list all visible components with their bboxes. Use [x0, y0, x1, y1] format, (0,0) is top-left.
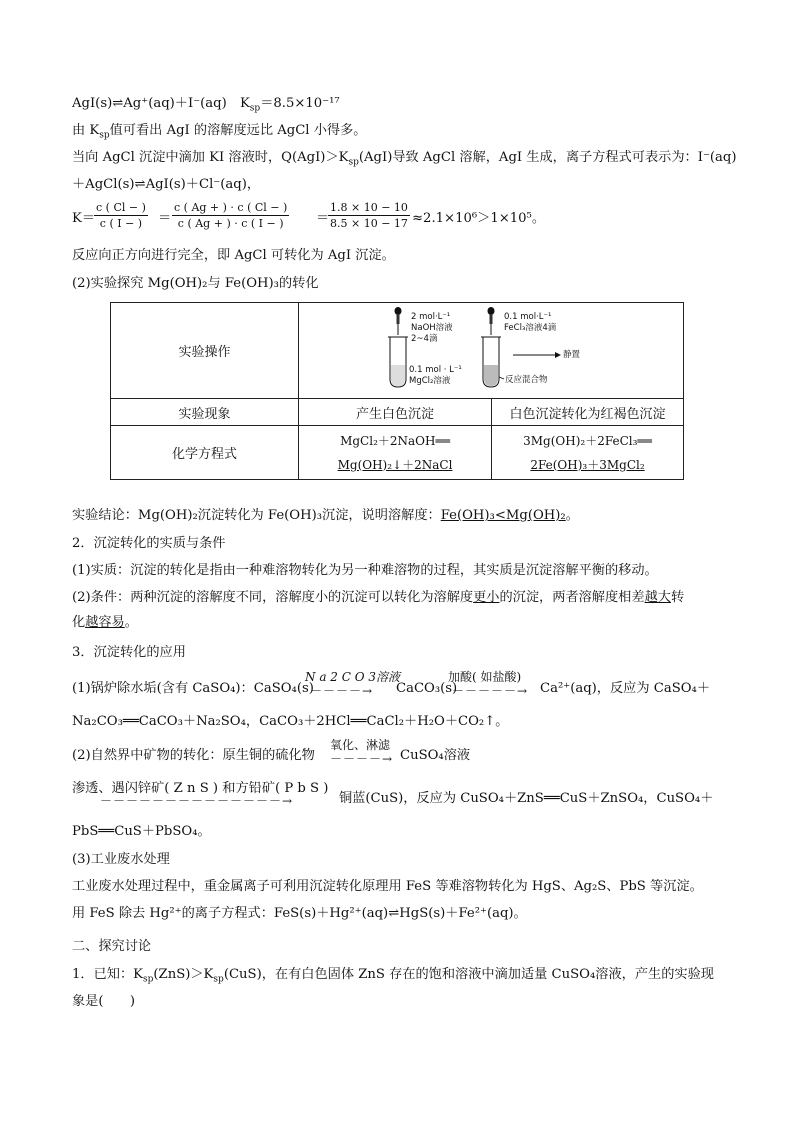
covellite-text: 铜蓝(CuS)，反应为 CuSO₄＋ZnS══CuS＋ZnSO₄，CuSO₄＋: [339, 791, 714, 806]
pbs-equation: PbS══CuS＋PbSO₄。: [72, 824, 211, 839]
row-label-phenomenon: 实验现象: [111, 399, 299, 426]
arrow-na2co3: －－－－→: [310, 684, 374, 698]
solubility-comparison: 由 $K_{sp}$值可看出 AgI 的溶解度远比 AgCl 小得多。: [72, 123, 367, 141]
cuso4-solution: CuSO₄溶液: [400, 748, 471, 763]
section-heading-3: 3．沉淀转化的应用: [72, 645, 186, 660]
boiler-equations: Na₂CO₃══CaCO₃＋Na₂SO₄，CaCO₃＋2HCl══CaCl₂＋H₂O＋CO₂↑。: [72, 714, 509, 729]
conversion-explanation: 当向 AgCl 沉淀中滴加 KI 溶液时，$Q(AgI)>K_{sp}(AgI)$导致 AgCl 溶解，AgI 生成，离子方程式可表示为：I⁻(aq): [72, 150, 737, 168]
ore-conversion-text: 渗透、遇闪锌矿( Z n S ) 和方铅矿( P b S ): [72, 781, 329, 796]
reagent1-drops: 2~4滴: [411, 334, 438, 344]
question-1: 1．已知：$K_{sp}(ZnS)>K_{sp}(CuS)$，在有白色固体 ZnS 存在的饱和溶液中滴加适量 CuSO₄溶液，产生的实验现: [72, 967, 714, 985]
arrow-label-na2co3: N a 2 C O 3溶液: [305, 670, 401, 684]
phenomenon-1: 产生白色沉淀: [299, 399, 492, 426]
discussion-heading: 二、探究讨论: [72, 939, 152, 954]
fes-equation: 用 FeS 除去 Hg²⁺的离子方程式：FeS(s)＋Hg²⁺(aq)⇌HgS(s)＋Fe²⁺(aq)。: [72, 906, 527, 921]
phenomenon-2: 白色沉淀转化为红褐色沉淀: [492, 399, 684, 426]
row-label-operation: 实验操作: [111, 303, 299, 399]
k-result: ≈2.1×10⁶＞1×10⁵。: [412, 211, 546, 226]
wastewater-paragraph: 工业废水处理过程中，重金属离子可利用沉淀转化原理用 FeS 等难溶物转化为 HgS、Ag₂S、PbS 等沉淀。: [72, 879, 703, 894]
essence-paragraph: (1)实质：沉淀的转化是指由一种难溶物转化为另一种难溶物的过程，其实质是沉淀溶解平衡的移动。: [72, 563, 658, 578]
reaction-complete-text: 反应向正方向进行完全，即 AgCl 可转化为 AgI 沉淀。: [72, 248, 395, 263]
ionic-equation: ＋AgCl(s)⇌AgI(s)＋Cl⁻(aq)，: [72, 177, 261, 192]
tube-concentration: 0.1 mol · L⁻¹: [409, 365, 462, 375]
test-tube-diagram: [299, 303, 683, 398]
ca-ion-text: Ca²⁺(aq)，反应为 CaSO₄＋: [540, 681, 711, 696]
equation-1: MgCl₂＋2NaOH══ Mg(OH)₂↓＋2NaCl: [299, 426, 492, 480]
arrow-label-acid: 加酸( 如盐酸): [448, 670, 522, 684]
ksp-agi-equation: AgI(s)⇌Ag⁺(aq)＋I⁻(aq) $K_{sp}=8.5\times 10^{-17}$: [72, 96, 340, 114]
table-row: [111, 426, 684, 480]
fraction-cl-over-i: $\frac{c ( Cl - )}{c ( I - )}$: [96, 201, 146, 230]
wastewater-heading: (3)工业废水处理: [72, 852, 170, 867]
arrow-acid: －－－－－→: [452, 684, 529, 698]
equation-2: 3Mg(OH)₂＋2FeCl₃══ 2Fe(OH)₃＋3MgCl₂: [492, 426, 684, 480]
boiler-scale-text: (1)锅炉除水垢(含有 CaSO₄)：CaSO₄(s): [72, 681, 314, 696]
arrow-oxidation: －－－－→: [330, 752, 394, 766]
standing-label: 静置: [563, 350, 581, 360]
reagent1-name: NaOH溶液: [411, 323, 453, 333]
condition-paragraph: (2)条件：两种沉淀的溶解度不同，溶解度小的沉淀可以转化为溶解度更小的沉淀，两者溶解度相差越大转: [72, 590, 685, 605]
table-row: [111, 303, 684, 399]
experiment-heading: (2)实验探究 Mg(OH)₂与 Fe(OH)₃的转化: [72, 276, 319, 291]
equals-sign-2: ＝: [316, 211, 330, 226]
reagent2-concentration: 0.1 mol·L⁻¹: [504, 312, 552, 322]
question-1-cont: 象是( ): [72, 994, 136, 1009]
mineral-conversion-text: (2)自然界中矿物的转化：原生铜的硫化物: [72, 748, 315, 763]
experiment-conclusion: 实验结论：Mg(OH)₂沉淀转化为 Fe(OH)₃沉淀，说明溶解度：Fe(OH)₃<Mg(OH)₂。: [72, 508, 579, 523]
experiment-table: [110, 302, 684, 480]
mixture-label: 反应混合物: [505, 375, 548, 385]
arrow-ore: －－－－－－－－－－－－－－→: [100, 794, 294, 808]
fraction-ksp-ratio: $\frac{c ( Ag + ) \cdot c ( Cl - )}{c ( Ag + ) \cdot c ( I - )}$: [174, 201, 288, 230]
condition-paragraph-cont: 化越容易。: [72, 615, 138, 630]
section-heading-2: 2．沉淀转化的实质与条件: [72, 536, 226, 551]
row-label-equation: 化学方程式: [111, 426, 299, 480]
reagent2-name: FeCl₃溶液4滴: [504, 323, 557, 333]
caco3-text: CaCO₃(s): [396, 681, 458, 696]
equals-sign: ＝: [158, 211, 172, 226]
table-row: [111, 399, 684, 426]
experiment-diagram-cell: [299, 303, 684, 399]
tube-solution: MgCl₂溶液: [409, 376, 451, 386]
fraction-numeric: $\frac{1.8 \times 10 - 10}{8.5 \times 10 - 17}$: [330, 201, 408, 230]
k-prefix: K＝: [72, 211, 96, 226]
arrow-label-oxidation: 氧化、淋滤: [330, 738, 391, 752]
reagent1-concentration: 2 mol·L⁻¹: [411, 312, 451, 322]
experiment-diagram: [299, 303, 683, 398]
